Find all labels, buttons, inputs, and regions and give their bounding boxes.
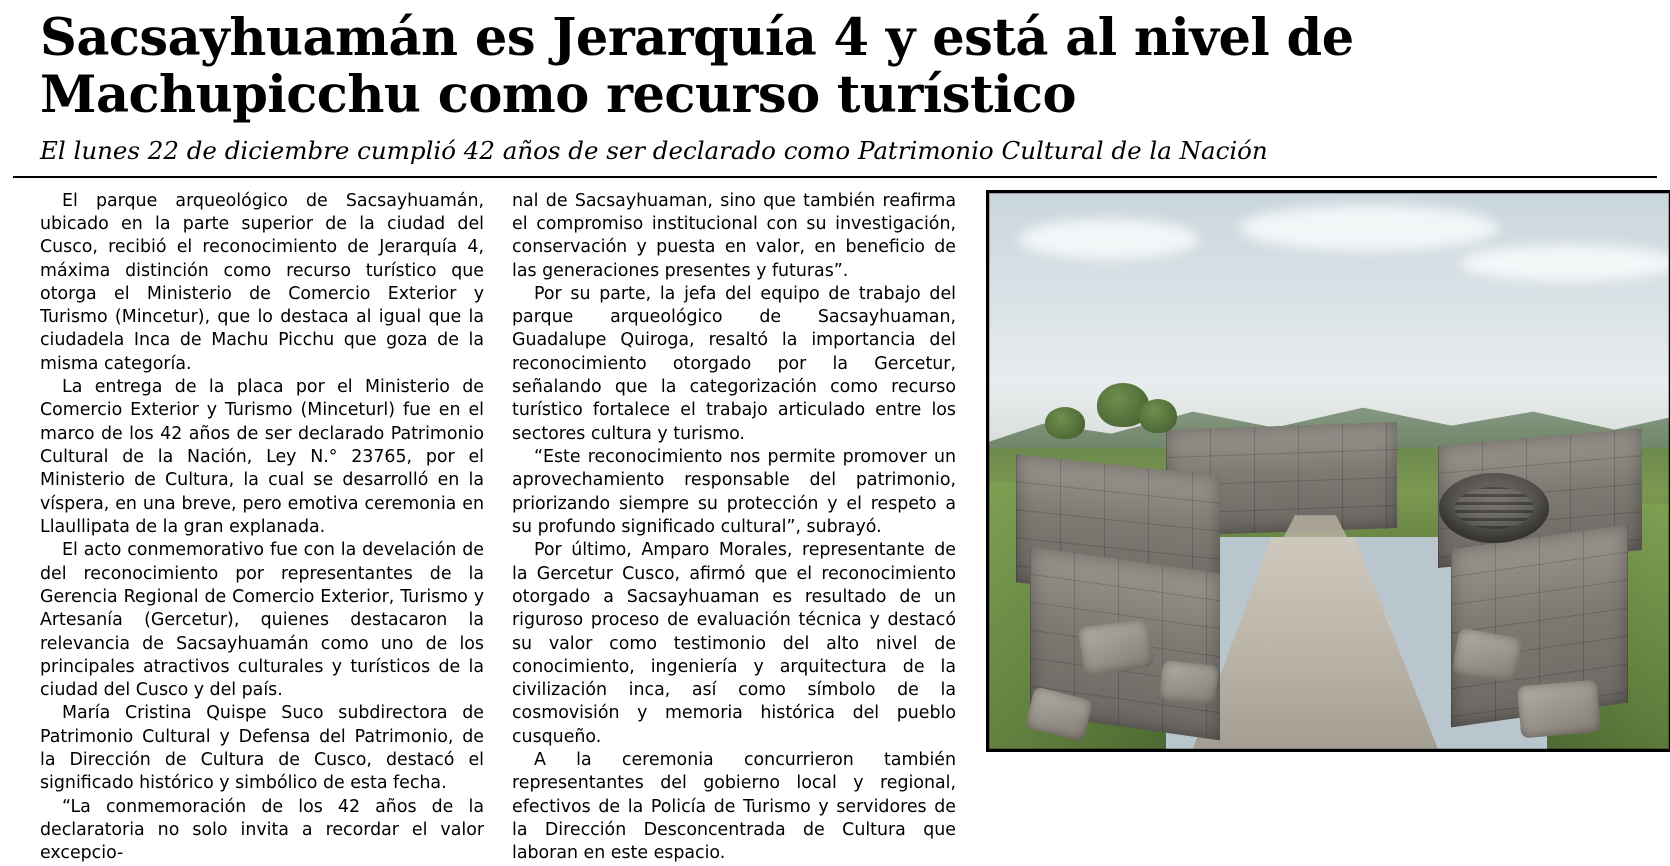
photo-tree [1045,407,1085,439]
article-photo-container [986,190,1670,752]
column-one [40,190,484,866]
page-title: Sacsayhuamán es Jerarquía 4 y está al nivel de Machupicchu como recurso turístico [40,8,1354,126]
photo-path [1193,537,1438,748]
photo-cloud [1019,219,1199,259]
column-two [512,190,956,866]
paragraph: El parque arqueológico de Sacsayhuamán, ubicado en la parte superior de la ciudad del Cusco, recibió el reconocimiento de Jerarquía 4, máxima distinción como recurso turístico que otorga el Ministerio de Comercio Exterior y Turismo (Mincetur), que lo destaca al igual que la ciudadela Inca de Machu Picchu que goza de la misma categoría. [40,190,484,374]
paragraph: El acto conmemorativo fue con la develación de del reconocimiento por representantes de la Gerencia Regional de Comercio Exterior, Turismo y Artesanía (Gercetur), quienes destacaron la relevancia de Sacsayhuamán como uno de los principales atractivos culturales y turísticos de la ciudad del Cusco y del país. [40,540,484,701]
subheadline: El lunes 22 de diciembre cumplió 42 años de ser declarado como Patrimonio Cultural de la Nación [40,136,1268,166]
sacsayhuaman-photo [986,190,1670,752]
photo-rock [1517,679,1601,738]
paragraph: nal de Sacsayhuaman, sino que también reafirma el compromiso institucional con su investigación, conservación y puesta en valor, en beneficio de las generaciones presentes y futuras”. [512,190,956,281]
paragraph: “Este reconocimiento nos permite promover un aprovechamiento responsable del patrimonio, priorizando siempre su protección y el respeto a su profundo significado cultural”, subrayó. [512,447,956,537]
paragraph: “La conmemoración de los 42 años de la declaratoria no solo invita a recordar el valor excepcio- [40,796,484,864]
paragraph: Por último, Amparo Morales, representante de la Gercetur Cusco, afirmó que el reconocimiento otorgado a Sacsayhuaman es resultado de un riguroso proceso de evaluación técnica y destacó su valor como testimonio del alto nivel de conocimiento, ingeniería y arquitectura de la civilización inca, así como símbolo de la cosmovisión y memoria histórica del pueblo cusqueño. [512,540,956,747]
paragraph: Por su parte, la jefa del equipo de trabajo del parque arqueológico de Sacsayhuaman, Guadalupe Quiroga, resaltó la importancia del reconocimiento otorgado por la Gercetur, señalando que la categorización como recurso turístico fortalece el trabajo articulado entre los sectores cultura y turismo. [512,283,956,444]
paragraph: A la ceremonia concurrieron también representantes del gobierno local y regional, efectivos de la Policía de Turismo y servidores de la Dirección Desconcentrada de Cultura que laboran en este espacio. [512,750,956,864]
photo-cloud [1239,205,1499,251]
article-body [0,178,1670,866]
photo-tree [1139,399,1177,433]
paragraph: María Cristina Quispe Suco subdirectora de Patrimonio Cultural y Defensa del Patrimonio, de la Dirección de Cultura de Cusco, destacó el significado histórico y simbólico de esta fecha. [40,703,484,794]
photo-cloud [1459,245,1670,281]
photo-rock [1078,618,1154,675]
paragraph: La entrega de la placa por el Ministerio de Comercio Exterior y Turismo (Minceturl) fue en el marco de los 42 años de ser declarado Patrimonio Cultural de la Nación, Ley N.° 23765, por el Ministerio de Cultura, la cual se desarrolló en la víspera, en una breve, pero emotiva ceremonia en Llaullipata de la gran explanada. [40,377,484,537]
photo-circular-structure [1439,473,1549,543]
photo-rock [1159,660,1219,706]
